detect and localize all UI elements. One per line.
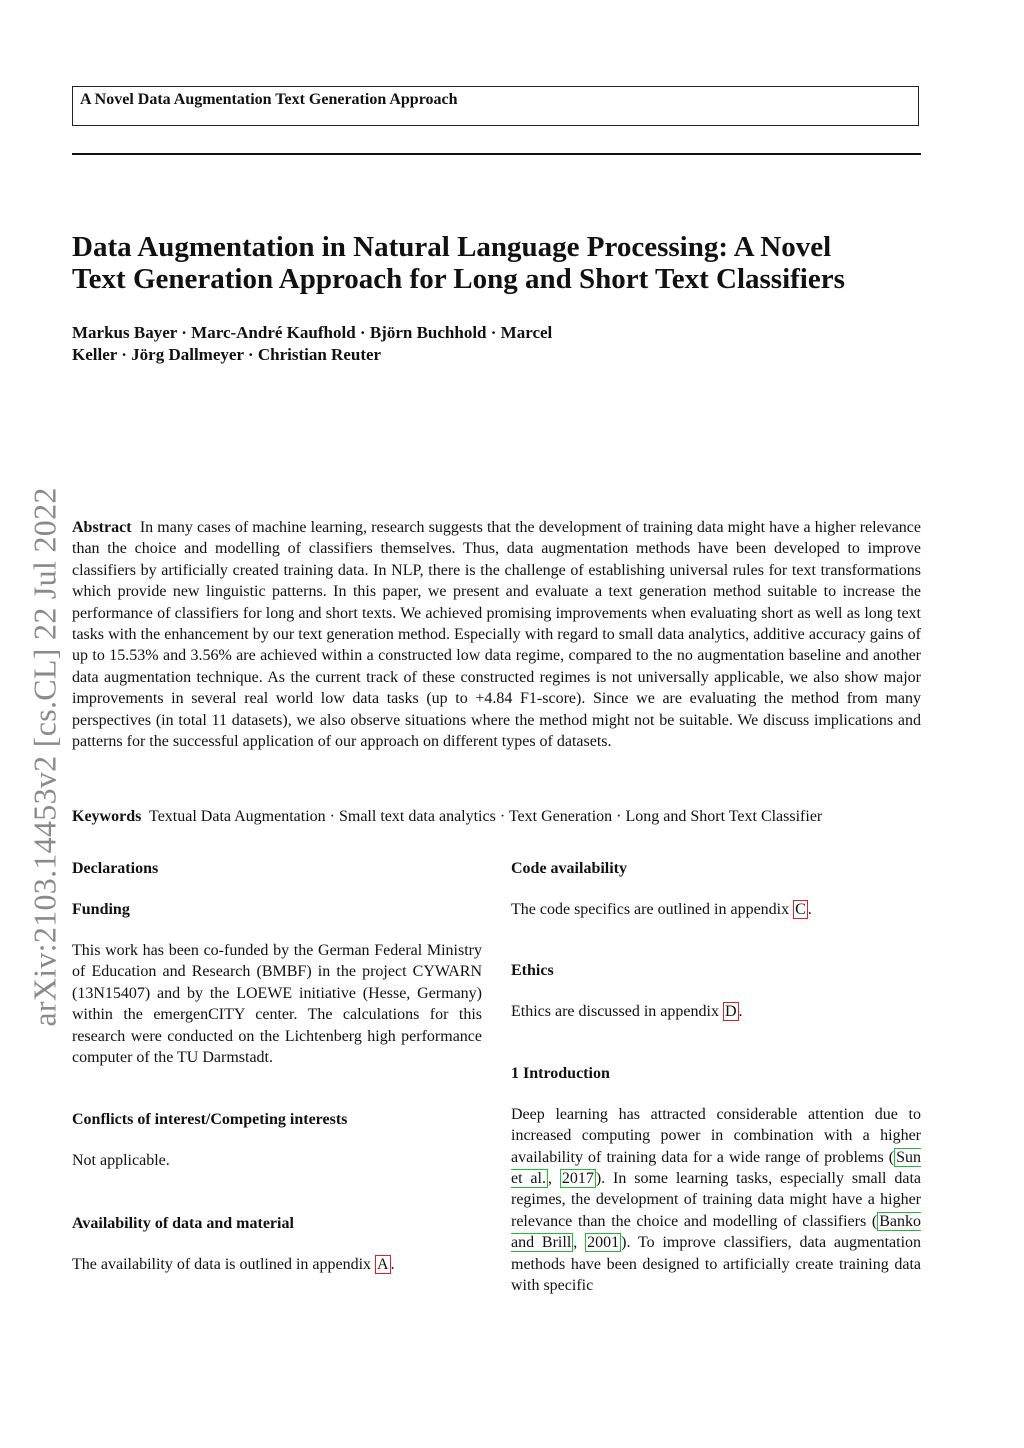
code-availability-heading: Code availability <box>511 860 628 877</box>
ethics-text: Ethics are discussed in appendix <box>511 1003 719 1021</box>
left-column <box>72 858 482 1275</box>
intro-text-2: ). In some learning tasks, especially small data regimes, the development of training data might have a higher relevance than the choice and modelling of classifiers ( <box>511 1170 922 1230</box>
citation-sun-year[interactable]: 2017 <box>561 1170 594 1188</box>
appendix-a-link[interactable]: A <box>377 1255 389 1273</box>
funding-heading: Funding <box>72 901 130 918</box>
ethics-heading: Ethics <box>511 962 554 980</box>
conflicts-heading: Conflicts of interest/Competing interests <box>72 1111 348 1129</box>
availability-text: The availability of data is outlined in appendix <box>72 1255 372 1273</box>
abstract-label: Abstract <box>72 519 132 536</box>
arxiv-identifier: arXiv:2103.14453v2 [cs.CL] 22 Jul 2022 <box>26 487 63 1027</box>
appendix-c-link[interactable]: C <box>795 901 806 918</box>
availability-heading: Availability of data and material <box>72 1214 294 1232</box>
keywords <box>72 806 921 827</box>
availability-paragraph: The availability of data is outlined in appendix A . <box>72 1255 395 1273</box>
intro-text-1: Deep learning has attracted considerable attention due to increased computing power in combination with a higher availability of training data for a wide range of problems ( <box>511 1105 921 1166</box>
code-availability-text: The code specifics are outlined in appendix <box>511 901 790 918</box>
funding-text: This work has been co-funded by the German Federal Ministry of Education and Research (BMBF) in the project CYWARN (13N15407) and by the LOEWE initiative (Hesse, Germany) within the emergenCITY center. The calculations for this research were conducted on the Lichtenberg high performance computer of the TU Darmstadt. <box>72 942 482 1067</box>
abstract-text: In many cases of machine learning, research suggests that the development of training data might have a higher relevance than the choice and modelling of classifiers themselves. Thus, data augmentation methods have been developed to improve classifiers by artificially created training data. In NLP, there is the challenge of establishing universal rules for text transformations which provide new linguistic patterns. In this paper, we present and evaluate a text generation method suitable to increase the performance of classifiers for long and short texts. We achieved promising improvements when evaluating short as well as long text tasks with the enhancement by our text generation method. Especially with regard to small data analytics, additive accuracy gains of up to 15.53% and 3.56% are achieved within a constructed low data regime, compared to the no augmentation baseline and another data augmentation technique. As the current track of these constructed regimes is not universally applicable, we also show major improvements in several real world low data tasks (up to +4.84 F1-score). Since we are evaluating the method from many perspectives (in total 11 datasets), we also observe situations where the method might not be suitable. We discuss implications and patterns for the successful application of our approach on different types of datasets. <box>72 519 922 751</box>
intro-text-3: ). To improve classifiers, data augmentation methods have been designed to artificially create training data with specific <box>511 1234 922 1295</box>
ethics-paragraph: Ethics are discussed in appendix D . <box>511 1003 743 1021</box>
introduction-heading: 1 Introduction <box>511 1064 610 1082</box>
appendix-d-link[interactable]: D <box>724 1003 737 1021</box>
citation-banko-author[interactable]: Banko and Brill <box>511 1212 921 1252</box>
paper-title <box>72 231 932 295</box>
keywords-text: Textual Data Augmentation · Small text data analytics · Text Generation · Long and Short Text Classifier <box>149 808 823 825</box>
author-list <box>72 322 932 366</box>
citation-banko-year[interactable]: 2001 <box>587 1234 620 1252</box>
paper-title-line-2: Text Generation Approach for Long and Short Text Classifiers <box>72 263 845 295</box>
citation-sun-author[interactable]: Sun et al. <box>511 1148 921 1188</box>
author-line-1: Markus Bayer · Marc-André Kaufhold · Björn Buchhold · Marcel <box>72 323 553 342</box>
running-head-text: A Novel Data Augmentation Text Generation Approach <box>80 91 458 108</box>
header-rule <box>72 153 921 155</box>
abstract <box>72 517 921 752</box>
introduction-paragraph: Deep learning has attracted considerable attention due to increased computing power in combination with a higher availability of training data for a wide range of problems ( Sun et al. , 2017 ). In some learning tasks, especially small data regimes, the development of training data might have a higher relevance than the choice and modelling of classifiers ( Banko and Brill , 2001 ). To improve classifiers, data augmentation methods have been designed to artificially create training data with specific <box>511 1105 922 1295</box>
declarations-heading: Declarations <box>72 860 159 877</box>
running-head <box>72 86 919 126</box>
conflicts-text: Not applicable. <box>72 1152 170 1170</box>
right-column <box>511 858 921 1296</box>
code-availability-paragraph: The code specifics are outlined in appendix C . <box>511 901 812 918</box>
keywords-label: Keywords <box>72 808 142 825</box>
author-line-2: Keller · Jörg Dallmeyer · Christian Reuter <box>72 345 382 364</box>
paper-title-line-1: Data Augmentation in Natural Language Processing: A Novel <box>72 231 832 263</box>
